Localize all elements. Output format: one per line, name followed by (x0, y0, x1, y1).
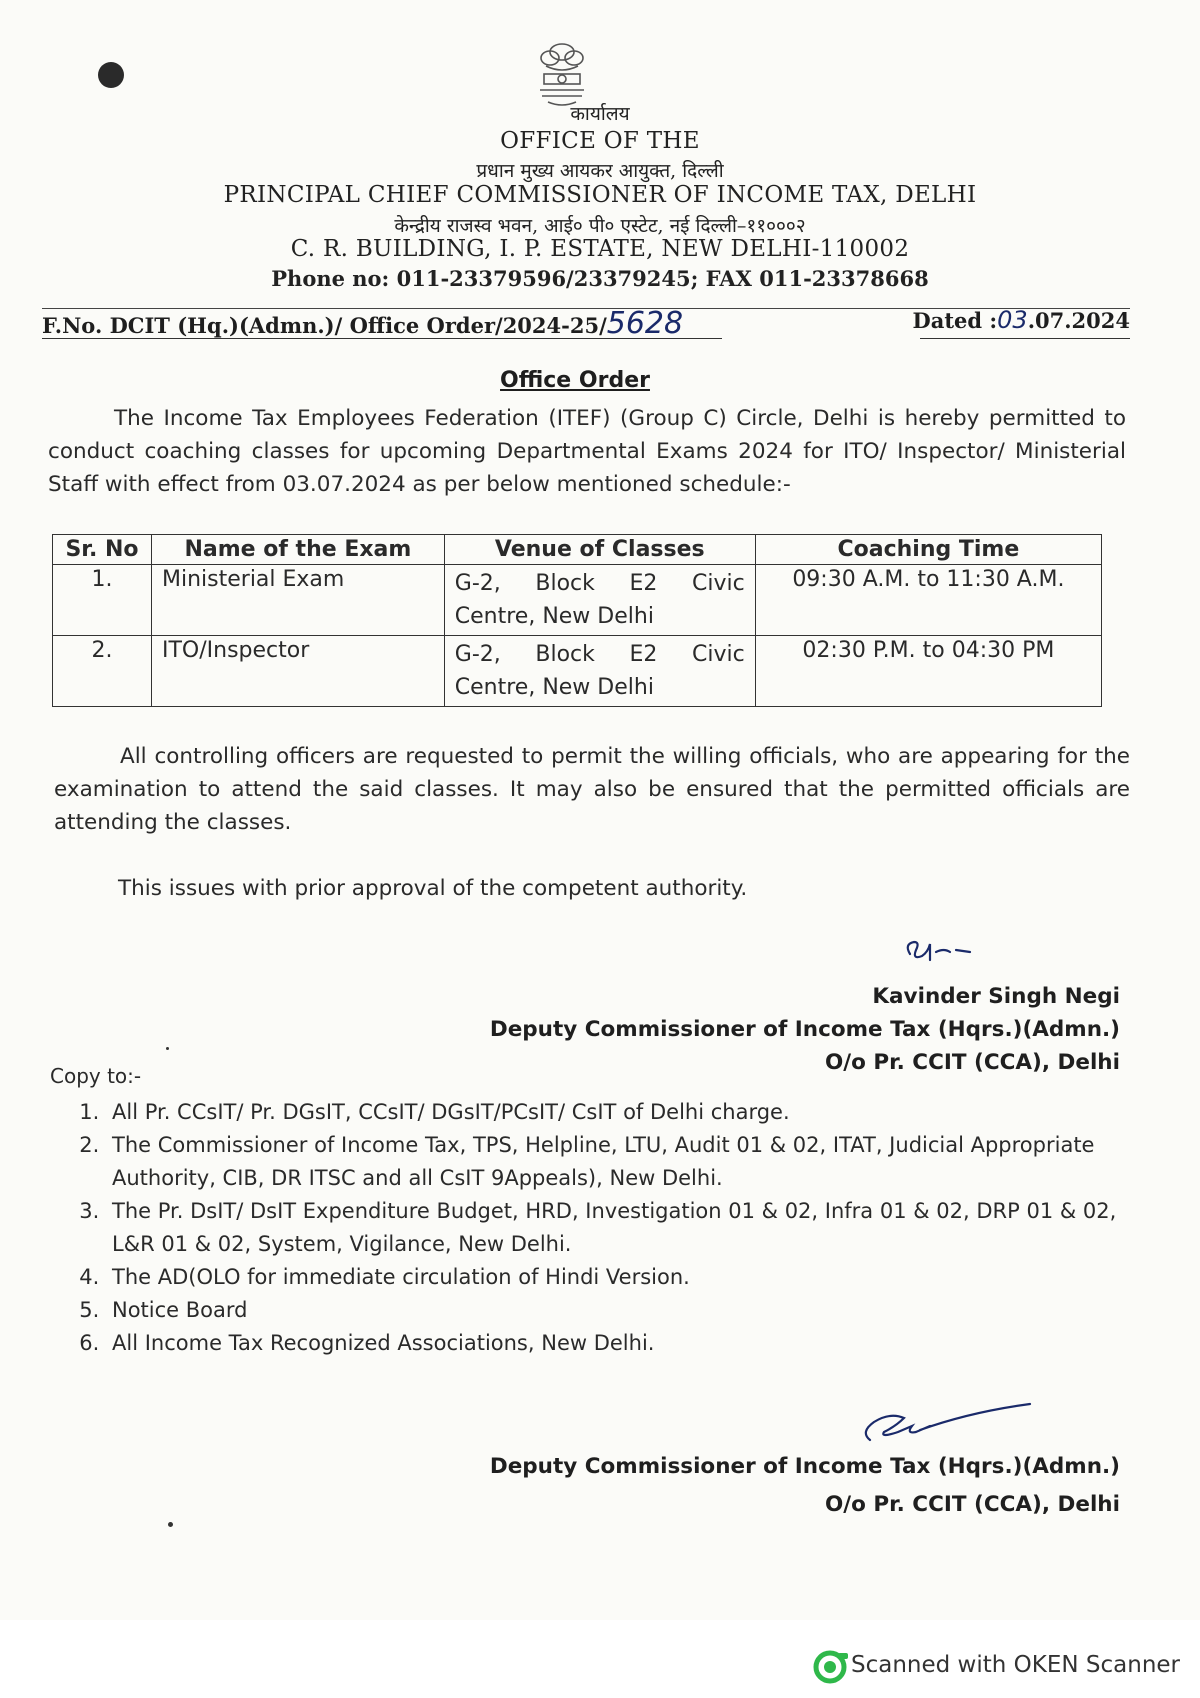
header-venue: Venue of Classes (444, 535, 755, 565)
header-sr-no: Sr. No (53, 535, 152, 565)
pcc-english: PRINCIPAL CHIEF COMMISSIONER OF INCOME TAX, DELHI (223, 182, 977, 208)
row-exam: Ministerial Exam (152, 565, 445, 636)
footer-signatory-block (490, 1448, 1120, 1524)
footer-office: O/o Pr. CCIT (CCA), Delhi (824, 1492, 1120, 1517)
file-number-underline (42, 338, 722, 339)
scan-speck (166, 1047, 169, 1050)
row-exam: ITO/Inspector (152, 636, 445, 707)
copy-to-label: Copy to:- (50, 1064, 142, 1088)
signature-initials (900, 930, 990, 974)
header-coaching-time: Coaching Time (755, 535, 1101, 565)
list-item: 6. All Income Tax Recognized Associations, New Delhi. (106, 1327, 1146, 1360)
dated (913, 306, 1130, 334)
row-sr: 2. (53, 636, 152, 707)
scanner-watermark-label: Scanned with OKEN Scanner (851, 1652, 1180, 1678)
row-sr: 1. (53, 565, 152, 636)
venue-line-1: G-2, Block E2 Civic (454, 571, 745, 596)
address-hindi: केन्द्रीय राजस्व भवन, आई० पी० एस्टेट, नई दिल्ली–११०००२ (394, 215, 806, 237)
list-item: 4. The AD(OLO for immediate circulation of Hindi Version. (106, 1261, 1146, 1294)
list-item: 2. The Commissioner of Income Tax, TPS, Helpline, LTU, Audit 01 & 02, ITAT, Judicial Appropriate Authority, CIB, DR ITSC and all CsIT 9Appeals), New Delhi. (106, 1129, 1146, 1195)
para2-text: All controlling officers are requested to permit the willing officials, who are appearing for the examination to attend the said classes. It may also be ensured that the permitted officials are attending the classes. (54, 744, 1130, 835)
order-title: Office Order (500, 368, 650, 393)
oken-scanner-icon (812, 1647, 852, 1687)
punch-hole (98, 62, 124, 88)
copy-to-list (62, 1096, 1146, 1360)
signatory-designation: Deputy Commissioner of Income Tax (Hqrs.)(Admn.) (489, 1017, 1120, 1042)
intro-paragraph (48, 402, 1126, 501)
office-english: OFFICE OF THE (500, 128, 700, 154)
office-hindi: कार्यालय (570, 103, 630, 125)
approval-paragraph (54, 872, 1130, 905)
address-english: C. R. BUILDING, I. P. ESTATE, NEW DELHI-110002 (290, 236, 910, 262)
file-number (42, 306, 683, 341)
file-number-text: F.No. DCIT (Hq.)(Admn.)/ Office Order/2024-25/ (42, 313, 607, 338)
row-time: 02:30 P.M. to 04:30 PM (755, 636, 1101, 707)
pcc-hindi: प्रधान मुख्य आयकर आयुक्त, दिल्ली (476, 160, 724, 182)
schedule-table (52, 534, 1102, 707)
list-item: 5. Notice Board (106, 1294, 1146, 1327)
file-number-handwritten: 5628 (606, 306, 684, 341)
controlling-officers-paragraph (54, 740, 1130, 839)
initials-mark (900, 930, 990, 970)
signatory-block (490, 980, 1120, 1079)
dated-handwritten: 03 (997, 306, 1028, 334)
row-venue (444, 636, 755, 707)
para3-text: This issues with prior approval of the competent authority. (118, 876, 748, 901)
venue-line-1: G-2, Block E2 Civic (454, 642, 745, 667)
footer-designation: Deputy Commissioner of Income Tax (Hqrs.)(Admn.) (489, 1454, 1120, 1479)
list-item: 3. The Pr. DsIT/ DsIT Expenditure Budget, HRD, Investigation 01 & 02, Infra 01 & 02, DRP 01 & 02, L&R 01 & 02, System, Vigilance, New Delhi. (106, 1195, 1146, 1261)
header-exam-name: Name of the Exam (152, 535, 445, 565)
list-item: 1. All Pr. CCsIT/ Pr. DGsIT, CCsIT/ DGsIT/PCsIT/ CsIT of Delhi charge. (106, 1096, 1146, 1129)
table-header-row (53, 535, 1102, 565)
dated-underline (920, 338, 1130, 339)
dated-rest: .07.2024 (1027, 308, 1130, 333)
phone-fax: Phone no: 011-23379596/23379245; FAX 011-23378668 (271, 266, 929, 291)
row-venue (444, 565, 755, 636)
table-row (53, 565, 1102, 636)
signatory-office: O/o Pr. CCIT (CCA), Delhi (824, 1050, 1120, 1075)
signatory-name: Kavinder Singh Negi (872, 984, 1120, 1009)
scan-speck (168, 1522, 173, 1527)
venue-line-2: Centre, New Delhi (454, 675, 654, 700)
table-row (53, 636, 1102, 707)
venue-line-2: Centre, New Delhi (454, 604, 654, 629)
dated-label: Dated : (912, 308, 998, 333)
intro-text: The Income Tax Employees Federation (ITEF) (Group C) Circle, Delhi is hereby permitted to conduct coaching classes for upcoming Departmental Exams 2024 for ITO/ Inspector/ Ministerial Staff with effect from 03.07.2024 as per below mentioned schedule:- (48, 406, 1126, 497)
row-time: 09:30 A.M. to 11:30 A.M. (755, 565, 1101, 636)
